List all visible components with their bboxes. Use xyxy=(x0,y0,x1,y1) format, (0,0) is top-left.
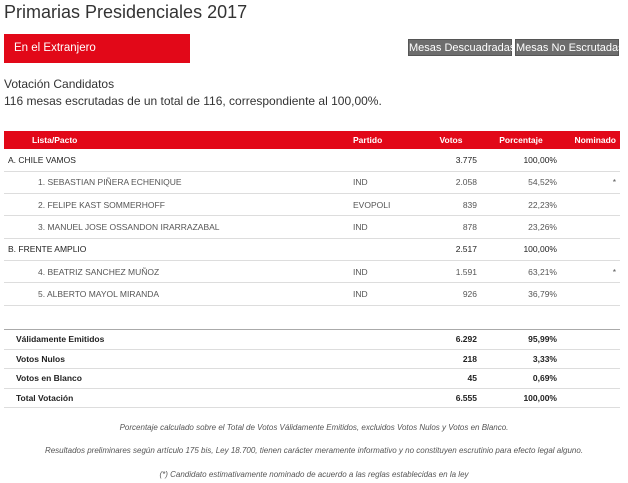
totals-empty xyxy=(349,330,421,350)
candidate-votes: 839 xyxy=(421,194,481,216)
totals-pct: 95,99% xyxy=(481,330,561,350)
footnote-preliminary: Resultados preliminares según artículo 175 bis, Ley 18.700, tienen carácter meramente informativo y no constituyen escrutinio para efecto legal alguno. xyxy=(44,446,584,455)
totals-empty xyxy=(561,388,620,408)
candidate-pct: 63,21% xyxy=(481,260,561,282)
candidate-name: 2. FELIPE KAST SOMMERHOFF xyxy=(4,194,349,216)
pact-pct: 100,00% xyxy=(481,149,561,171)
totals-label: Válidamente Emitidos xyxy=(4,330,349,350)
candidate-row xyxy=(4,194,620,216)
candidate-name: 3. MANUEL JOSE OSSANDON IRARRAZABAL xyxy=(4,216,349,238)
candidate-name: 4. BEATRIZ SANCHEZ MUÑOZ xyxy=(4,260,349,282)
col-header-votes: Votos xyxy=(421,131,481,149)
candidate-pct: 22,23% xyxy=(481,194,561,216)
candidate-votes: 878 xyxy=(421,216,481,238)
region-tab-extranjero[interactable]: En el Extranjero xyxy=(4,34,190,63)
candidate-nominee xyxy=(561,283,620,305)
totals-label: Votos en Blanco xyxy=(4,369,349,389)
totals-row xyxy=(4,349,620,369)
candidate-party: IND xyxy=(349,171,421,193)
candidate-row xyxy=(4,171,620,193)
totals-votes: 6.292 xyxy=(421,330,481,350)
totals-votes: 218 xyxy=(421,349,481,369)
candidate-row xyxy=(4,260,620,282)
totals-votes: 45 xyxy=(421,369,481,389)
candidate-row xyxy=(4,283,620,305)
totals-label: Votos Nulos xyxy=(4,349,349,369)
footnote-nominee: (*) Candidato estimativamente nominado de acuerdo a las reglas establecidas en la ley xyxy=(159,470,469,479)
candidate-row xyxy=(4,216,620,238)
pact-pct: 100,00% xyxy=(481,238,561,260)
candidate-pct: 36,79% xyxy=(481,283,561,305)
candidate-name: 1. SEBASTIAN PIÑERA ECHENIQUE xyxy=(4,171,349,193)
col-header-pct: Porcentaje xyxy=(481,131,561,149)
results-header-row xyxy=(4,131,620,149)
pact-row xyxy=(4,238,620,260)
totals-pct: 3,33% xyxy=(481,349,561,369)
totals-empty xyxy=(349,349,421,369)
totals-row xyxy=(4,330,620,350)
pact-row xyxy=(4,149,620,171)
results-table xyxy=(4,131,620,306)
candidate-nominee: * xyxy=(561,260,620,282)
candidate-party: IND xyxy=(349,283,421,305)
col-header-nominee: Nominado xyxy=(561,131,620,149)
pact-name: A. CHILE VAMOS xyxy=(4,149,349,171)
totals-empty xyxy=(561,330,620,350)
mesas-descuadradas-button[interactable]: Mesas Descuadradas xyxy=(408,39,512,56)
totals-pct: 100,00% xyxy=(481,388,561,408)
candidate-party: IND xyxy=(349,260,421,282)
candidate-pct: 54,52% xyxy=(481,171,561,193)
page-title: Primarias Presidenciales 2017 xyxy=(4,2,248,22)
candidate-votes: 2.058 xyxy=(421,171,481,193)
totals-empty xyxy=(349,388,421,408)
totals-empty xyxy=(561,349,620,369)
candidate-nominee xyxy=(561,216,620,238)
totals-empty xyxy=(561,369,620,389)
totals-pct: 0,69% xyxy=(481,369,561,389)
candidate-votes: 1.591 xyxy=(421,260,481,282)
pact-party xyxy=(349,238,421,260)
candidate-votes: 926 xyxy=(421,283,481,305)
totals-row xyxy=(4,388,620,408)
candidate-nominee xyxy=(561,194,620,216)
totals-votes: 6.555 xyxy=(421,388,481,408)
candidate-name: 5. ALBERTO MAYOL MIRANDA xyxy=(4,283,349,305)
totals-label: Total Votación xyxy=(4,388,349,408)
pact-votes: 3.775 xyxy=(421,149,481,171)
col-header-party: Partido xyxy=(349,131,421,149)
section-title: Votación Candidatos xyxy=(4,77,115,91)
pact-name: B. FRENTE AMPLIO xyxy=(4,238,349,260)
pact-nominee xyxy=(561,238,620,260)
candidate-nominee: * xyxy=(561,171,620,193)
totals-row xyxy=(4,369,620,389)
totals-empty xyxy=(349,369,421,389)
pact-party xyxy=(349,149,421,171)
pact-nominee xyxy=(561,149,620,171)
candidate-party: IND xyxy=(349,216,421,238)
totals-table xyxy=(4,329,620,408)
footnote-percentage: Porcentaje calculado sobre el Total de Votos Válidamente Emitidos, excluidos Votos Nulos y Votos en Blanco. xyxy=(119,423,509,432)
col-header-name: Lista/Pacto xyxy=(4,131,349,149)
section-subtitle: 116 mesas escrutadas de un total de 116, correspondiente al 100,00%. xyxy=(4,94,382,108)
pact-votes: 2.517 xyxy=(421,238,481,260)
candidate-pct: 23,26% xyxy=(481,216,561,238)
mesas-no-escrutadas-button[interactable]: Mesas No Escrutadas xyxy=(515,39,619,56)
candidate-party: EVOPOLI xyxy=(349,194,421,216)
